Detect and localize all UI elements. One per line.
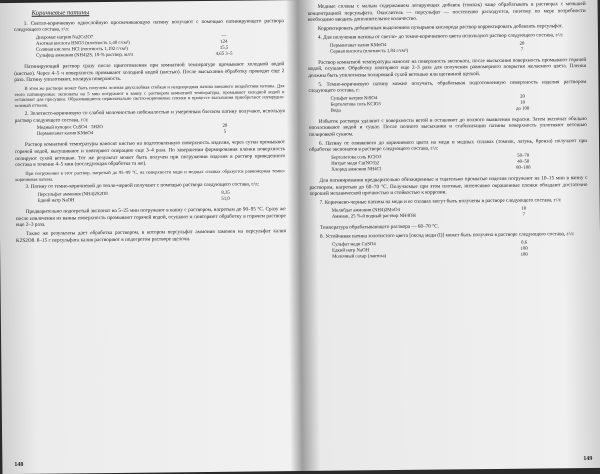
ingredient-amount: 180	[520, 252, 528, 258]
ingredient-name: Сульфат меди CuSO4	[332, 241, 376, 248]
ingredient-amount: 20	[519, 41, 525, 47]
body-paragraph: Температура обрабатывающего раствора — 60–70 °С.	[319, 223, 440, 231]
composition-table	[309, 153, 587, 174]
ingredient-amount: —	[221, 33, 227, 39]
body-paragraph: Для патинирования предварительно обезжиренные и тщательно промытые изделия погружают на 10–15 мин в ванну с раствором, нагретым до 60–70 °С. Получаемые при этом плотные, интенсивно окрашенные пленки обладают достаточно хорошей механической прочностью и стойкостью к коррозии.	[309, 175, 588, 198]
left-page	[6, 4, 295, 470]
body-paragraph: Избыток раствора удаляют с поверхности ветой и оставляют до полного выявления окраски. Затем экспонат обильно ополаскивают водой и сушат. После полного высыхания и стабилизации патины поверхность уплотняют ветошью полировкой сукном.	[308, 115, 587, 138]
composition-table	[15, 123, 285, 138]
ingredient-amount: 180	[520, 246, 528, 252]
ingredient-name: Бертолетова соль KClO3	[330, 102, 381, 108]
ingredient-amount: до 100	[516, 106, 530, 112]
composition-table	[310, 240, 588, 261]
ingredient-amount: 20	[520, 94, 525, 100]
ingredient-name: Бертолетова соль KClO3	[331, 155, 382, 161]
composition-table	[308, 41, 586, 56]
ingredient-amount: 51,0	[221, 196, 230, 203]
ingredient-amount: 7	[520, 47, 524, 53]
ingredient-amount: 10	[520, 100, 526, 106]
ingredient-name: Медный купорос CuSO4 · 5H2O	[36, 125, 103, 132]
ingredient-name: Азотная кислота HNO3 (плотность 1,40 г/см³)	[35, 40, 130, 47]
composition-table	[309, 94, 587, 115]
body-paragraph: Раствор комнатной температуры наносят на поверхность экспоната, после высыхания поверхность промывают горячей водой, осушают. Обработку повторяют еще 2–3 раза для получения равномерного покрытия желаемого цвета. Пленки должны быть упплотнены полировкой сухой ветошью или щетинной щеткой.	[308, 56, 587, 79]
ingredient-name: Персульфат аммония (NH4)2S2O8	[37, 192, 108, 198]
ingredient-name: Перманганат калия KMnO4	[36, 131, 94, 138]
left-page-content	[14, 18, 286, 245]
section-heading: Коричневые патины	[31, 9, 90, 17]
ingredient-name: Соляная кислота HCl (плотность 1,192 г/см³)	[36, 46, 128, 53]
body-paragraph: 1. Светло-коричневую однослойную просвечивающую патину получают с помощью патинирующего раствора следующего состава, г/л:	[13, 17, 284, 34]
ingredient-name: Сульфид аммония (NH4)2S, 18-% раствор, мл/л	[36, 52, 134, 59]
ingredient-name: Аммиак, 25 %-й водный раствор NH4OH	[331, 213, 416, 220]
note-paragraph: В этом же растворе может быть получена зеленая двухслойная стойкая и неоднородная патина внешнего воздействия патины. Для этого патинируемые экспонаты на 5 мин погружают в ванну с раствором комнатной температуры, промывают холодной водой и оставляют для просушки. Образовавшиеся первоначально светло-коричневые пленки в процессе высыхания приобретают изумрудно-зеленый оттенок.	[14, 83, 285, 109]
ingredient-amount: 20	[222, 124, 228, 130]
ingredient-name: Едкий натр NaOH	[37, 198, 75, 204]
body-paragraph: 5. Темно-коричневую патину можно получить, обрабатывая подготовленную поверхность изделия раствором следующего состава, г:	[308, 78, 587, 94]
ingredient-name: Молочный сахар (лактоза)	[332, 253, 387, 260]
ingredient-amount: 80–100	[516, 165, 531, 171]
body-paragraph: 6. Патину от оливкового до коричневого цвета на меди и медных сплавах (томпак, латунь, бронза) получают при обработке экспонатов в растворе следующего состава, г/л:	[309, 137, 588, 154]
composition-table	[14, 33, 284, 60]
ingredient-name: Дихромат натрия Na2Cr2O7	[35, 35, 94, 41]
body-paragraph: Патинирующий раствор сразу после приготовления при комнатной температуре промывают холодной водой (кистью). Через 4–5 ч поверхность промывают холодной водой (кистью). После высыхания обработку проводят еще 2 раза. Патину упплотняют, полируя поверхность.	[14, 61, 285, 84]
right-page	[302, 1, 597, 467]
body-paragraph: 2. Золотисто-коричневую со слабой молочностью побежалостью и умеренным блеском патину получают, используя раствор следующего состава, г/л:	[14, 108, 285, 124]
body-paragraph: Раствор комнатной температуры наносят кистью на подготовленную поверхность изделия, через сутки промывают горячей водой, высушивают и повторяют операцию еще 3–4 раза. По завершении формирования пленки поверхность полируют сухой ветошью. Тот же результат может быть получен при погружении изделия в раствор приведенного состава в течение 4–5 мин (последующая обработка та же).	[15, 139, 286, 169]
body-paragraph: 7. Коричнево-черные патины на меди и ее сплавах могут быть получены в растворе следующего состава, г/л:	[319, 197, 562, 206]
ingredient-name: Вода	[330, 108, 341, 114]
ingredient-amount: 124	[220, 39, 228, 45]
composition-table	[310, 206, 588, 221]
ingredient-amount: 7	[522, 212, 526, 218]
ingredient-amount: 15,5	[219, 45, 229, 51]
ingredient-name: Сульфат натрия NiSO4	[330, 96, 378, 102]
ingredient-name: Перманганат калия KMnO4	[329, 42, 387, 49]
ingredient-amount: 0,6	[521, 240, 528, 246]
body-paragraph: 8. Устойчивая патина золотистого цвета [оксид меди (I)] может быть получена в растворе следующего состава, г/л:	[319, 230, 575, 240]
right-page-content	[308, 1, 589, 260]
ingredient-amount: 10	[521, 206, 527, 212]
page-number-left: 148	[14, 461, 24, 469]
ingredient-amount: 8,35	[221, 190, 230, 197]
ingredient-name: Молибдат аммония (NH4)2MoO4	[331, 207, 400, 214]
body-paragraph: 4. Для получения патины от светло- до темно-коричневого цвета используют раствор следующего состава, г/л:	[317, 31, 564, 41]
body-paragraph: Корректировать добавочным выделением пузырьков кислорода раствор корректировать добавлять персульфат.	[317, 23, 563, 32]
body-paragraph: 3. Патину от темно-коричневой до тепло-черной получают с помощью раствора следующего состава, г/л:	[25, 181, 260, 191]
ingredient-name: Хлорид аммония NH4Cl	[331, 167, 382, 173]
body-paragraph: Также же результаты дает обработка раствором, в котором персульфат аммония заменен на персульфат калия K2S2O8. 8–15 г персульфата калия растворяют в подогретом растворе щелочи.	[16, 228, 286, 244]
ingredient-amount: 5	[223, 130, 227, 136]
ingredient-amount: 50–70	[517, 153, 530, 159]
note-paragraph: При погружении в этот раствор, нагретый до 95–99 °С, на поверхности меди и медных сплавах образуется равномерная темно-коричневая патина.	[15, 168, 286, 182]
ingredient-amount: 40–50	[517, 159, 530, 165]
ingredient-amount: 4,65 3–5	[215, 51, 233, 57]
ingredient-name: Серная кислота (плотность 1,84 г/см³)	[330, 48, 409, 55]
body-paragraph: Медные сплавы с малым содержанием легирующих добавок (томпак) чаще обрабатывать в растворах с меньшей концентрацией персульфата. Окислитель — персульфат — постепенно расходуется, поэтому по мере потребности необходимо вводить дополнительное количество.	[307, 0, 586, 24]
ingredient-name: Нитрат меди Cu(NO3)2	[331, 161, 379, 167]
page-number-right: 149	[583, 455, 593, 463]
composition-table	[16, 190, 286, 205]
ingredient-name: Едкий натр NaOH	[332, 247, 370, 254]
body-paragraph: Предварительно подогретый экспонат на 5–25 мин погружают в ванну с раствором, нагретым до 90–95 °С. Сразу же после извлечения из ванны поверхность промывают горячей водой, осушают и повторяют обработку в горячем растворе еще 2–3 раза.	[15, 206, 286, 229]
